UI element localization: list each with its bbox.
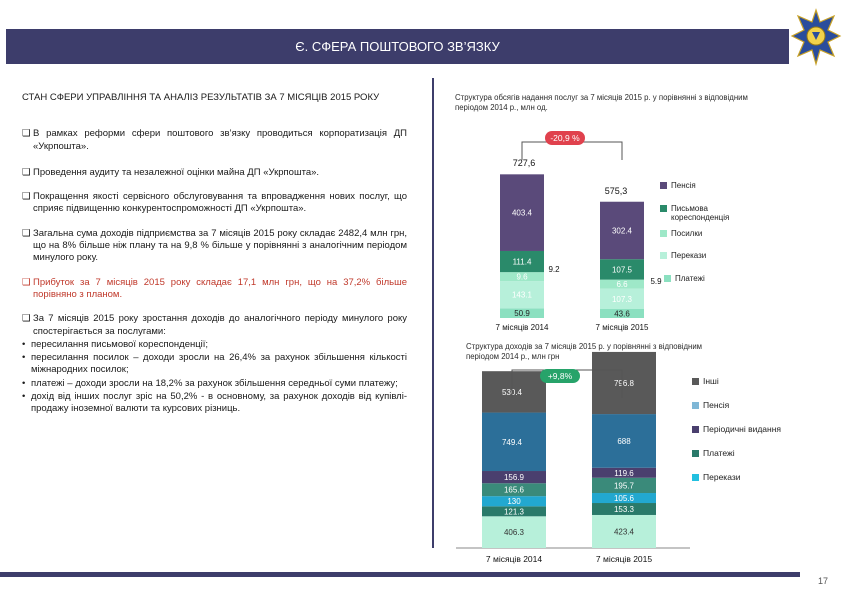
bullet-marker-icon: ❑: [22, 313, 31, 325]
bar-value-label: 143.1: [511, 290, 533, 300]
bar-value-label: 406.3: [503, 528, 525, 538]
bar-value-label: 119.6: [614, 468, 634, 478]
footer-bar: [0, 572, 800, 577]
legend-label: Інші: [703, 376, 719, 386]
change-value: +9,8%: [547, 371, 573, 381]
side-value-label: 5.9: [650, 277, 662, 286]
bullet-marker-icon: ❑: [22, 128, 31, 140]
page-number: 17: [817, 576, 828, 586]
bullet-service-quality: ❑ Покращення якості сервісного обслуговування та впровадження нових послуг, що сприяє підвищенню конкурентоспроможності ДП «Укрпошта».: [22, 191, 407, 215]
bar-value-label: 121.3: [503, 507, 525, 517]
bullet-marker-icon: ❑: [22, 276, 31, 288]
page-title: Є. СФЕРА ПОШТОВОГО ЗВ’ЯЗКУ: [295, 39, 500, 54]
x-tick-label: 7 місяців 2014: [485, 554, 543, 564]
legend-label: Перекази: [703, 472, 741, 482]
legend-swatch: [692, 474, 699, 481]
bar-value-label: 195.7: [613, 481, 635, 491]
bar-value-label: 156.9: [503, 473, 525, 483]
legend-swatch: [692, 450, 699, 457]
legend-swatch: [692, 426, 699, 433]
legend-label: кореспонденція: [671, 213, 730, 222]
legend-label: Платежі: [703, 448, 735, 458]
legend-label: Пенсія: [671, 181, 696, 190]
x-tick-label: 7 місяців 2014: [495, 323, 549, 332]
chart2-title: Структура доходів за 7 місяців 2015 р. у порівнянні з відповідним періодом 2014 р., млн грн: [466, 342, 703, 361]
bar-value-label: 6.6: [616, 280, 628, 290]
bullet-corporatization: ❑ В рамках реформи сфери поштового зв’язку проводиться корпоратизація ДП «Укрпошта».: [22, 128, 407, 152]
sublist-item: • платежі – доходи зросли на 18,2% за рахунок збільшення середньої суми платежу;: [22, 377, 398, 389]
legend-label: Перекази: [671, 251, 707, 260]
bar-value-label: 423.4: [613, 527, 635, 537]
bar-value-label: 111.4: [512, 257, 532, 267]
legend-label: Платежі: [675, 274, 705, 283]
change-value: -20,9 %: [550, 133, 580, 143]
bar-value-label: 403.4: [511, 208, 533, 218]
bar-value-label: 130: [507, 497, 521, 507]
bullet-marker-icon: ❑: [22, 191, 31, 203]
bar-value-label: 796.8: [613, 379, 635, 389]
legend-swatch: [692, 378, 699, 385]
bullet-audit: ❑ Проведення аудиту та незалежної оцінки майна ДП «Укрпошта».: [22, 166, 320, 178]
section-subtitle: СТАН СФЕРИ УПРАВЛІННЯ ТА АНАЛІЗ РЕЗУЛЬТАТІВ ЗА 7 МІСЯЦІВ 2015 РОКУ: [22, 92, 380, 103]
bullet-marker-icon: ❑: [22, 166, 31, 178]
bar-value-label: 50.9: [514, 309, 530, 319]
sublist-item: • пересилання посилок – доходи зросли на 26,4% за рахунок збільшення кількості міжнародних посилок;: [22, 352, 407, 376]
bar-value-label: 153.3: [613, 504, 635, 514]
x-tick-label: 7 місяців 2015: [595, 554, 653, 564]
sublist-item: • пересилання письмової кореспонденції;: [22, 338, 209, 350]
bar-value-label: 688: [617, 436, 631, 446]
legend-label: Посилки: [671, 229, 703, 238]
total-label: 575,3: [604, 186, 628, 196]
bullet-income-growth: ❑ За 7 місяців 2015 року зростання доходів до аналогічного періоду минулого року спостерігається за послугами:: [22, 313, 407, 337]
sublist-item: • дохід від інших послуг зріс на 50,2% - в основному, за рахунок доходів від купівлі-продажу іноземної валюти та курсових різниць.: [22, 391, 407, 415]
bullet-total-income: ❑ Загальна сума доходів підприємства за 7 місяців 2015 року складає 2482,4 млн грн, що на 8% більше ніж плану та на 9,8 % більше у порівнянні з аналогічним періодом минулого року.: [22, 227, 407, 264]
total-label: 727,6: [512, 158, 536, 168]
legend-label: Періодичні видання: [703, 424, 782, 434]
bar-value-label: 43.6: [614, 309, 630, 319]
bar-value-label: 165.6: [503, 485, 525, 495]
legend-label: Письмова: [671, 204, 708, 213]
side-value-label: 9.2: [548, 265, 560, 274]
legend-swatch: [692, 402, 699, 409]
bar-value-label: 9.6: [516, 272, 528, 282]
chart1-title: Структура обсягів надання послуг за 7 місяців 2015 р. у порівнянні з відповідним періодом 2014 р., млн од.: [455, 93, 748, 112]
bullet-profit: ❑ Прибуток за 7 місяців 2015 року складає 17,1 млн грн, що на 37,2% більше порівняно з планом.: [22, 276, 407, 300]
bullet-marker-icon: ❑: [22, 227, 31, 239]
bar-value-label: 105.6: [613, 494, 635, 504]
bar-value-label: 107.3: [611, 294, 633, 304]
legend-label: Пенсія: [703, 400, 730, 410]
bar-value-label: 749.4: [501, 437, 523, 447]
x-tick-label: 7 місяців 2015: [595, 323, 649, 332]
bar-value-label: 302.4: [611, 226, 633, 236]
bar-value-label: 530.4: [501, 387, 523, 397]
bar-value-label: 107.5: [611, 265, 633, 275]
